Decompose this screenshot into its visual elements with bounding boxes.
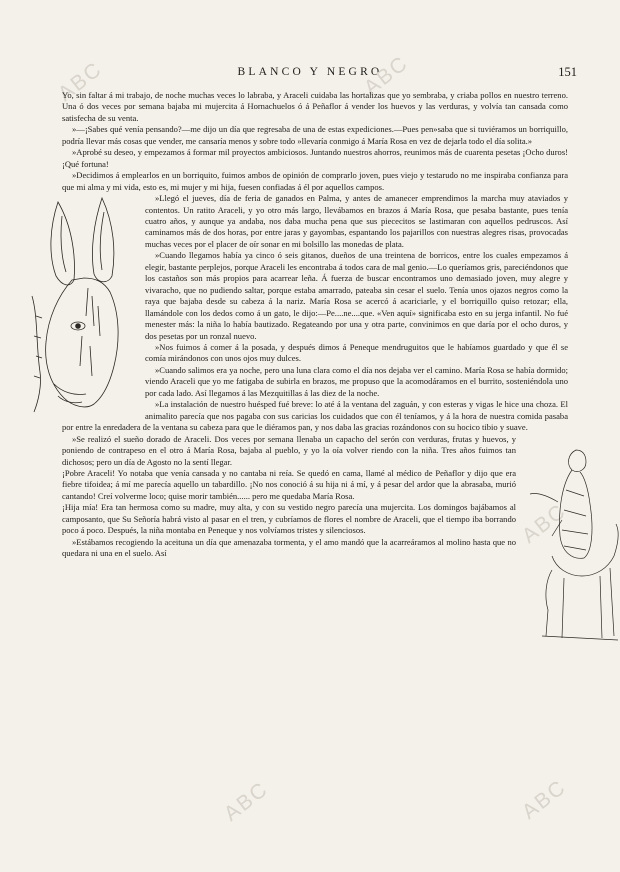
rider-illustration [522, 440, 620, 650]
paragraph: »Estábamos recogiendo la aceituna un día que amenazaba tormenta, y el amo mandó que la acarreáramos al molino hasta que no quedara ni una en el suelo. Así [62, 536, 516, 559]
paragraph: ¡Hija mía! Era tan hermosa como su madre, muy alta, y con su vestido negro parecía una mujercita. Los domingos bajábamos al camposanto, que Su Señoría habrá visto al pasar en el tren, y cubríamos de flores el nombre de Araceli, que el tiempo iba borrando poco á poco. Después, la niña montaba en Peneque y nos volvíamos tristes y silenciosos. [62, 502, 516, 536]
paragraph: »Cuando llegamos había ya cinco ó seis gitanos, dueños de una treintena de borricos, entre los cuales empezamos á elegir, bastante perplejos, porque Araceli les encontraba á todos cara de mal genio.—Lo queríamos gris, pareciéndonos que los castaños son más propios para acarrear leña. Á fuerza de buscar encontramos uno demasiado joven, muy alegre y vivaracho, que no pudiendo saltar, porque estaba amarrado, pateaba sin cesar el suelo. Tenía unos ojazos negros como la raya que bajaba desde su cabeza á la nariz. María Rosa se acercó á acariciarle, y el borriquillo quiso retozar; ella, llamándole con los dedos como á un gato, le dijo:—Pe....ne....que. «Ven aquí» significaba esto en su jerga infantil. No fué menester más: la niña lo había bautizado. Regateando por una y otra parte, convinimos en que daría por el ocho duros, y dos pesetas por un ronzal nuevo. [145, 250, 568, 341]
paragraph: »—¡Sabes qué venía pensando?—me dijo un día que regresaba de una de estas expediciones.—Pues pen»saba que si tuviéramos un borriquillo, podría llevar más cosas que vender, me cansaría menos y sobre todo »llevaría conmigo á María Rosa en vez de dejarla todo el día solita.» [62, 124, 568, 146]
paragraph: »Nos fuimos á comer á la posada, y después dimos á Peneque mendruguitos que le habíamos guardado y que él se comía mirándonos con unos ojos muy dulces. [145, 341, 568, 364]
abc-watermark: ABC [517, 775, 571, 824]
paragraph: »Llegó el jueves, día de feria de ganados en Palma, y antes de amanecer emprendimos la marcha muy ataviados y contentos. Un ratito Araceli, y yo otro más largo, llevábamos en brazos á María Rosa, que pesaba bastante, pues tenía cuatro años, y aunque ya andaba, nos daba mucha pena que sus piececitos se lastimaran con aquellos pedruscos. Así caminamos más de dos horas, por entre jaras y gayombas, espantando los pajarillos con nuestras alegres risas, provocadas muchas veces por el placer de oír sonar en mi bolsillo las monedas de plata. [145, 193, 568, 249]
paragraph: Yo, sin faltar á mi trabajo, de noche muchas veces lo labraba, y Araceli cuidaba las hortalizas que yo sembraba, y criaba pollos en nuestro terreno. Una ó dos veces por semana bajaba mi mujercita á Hornachuelos ó á Peñaflor á vender los huevos y las verduras, y volvía tan cansada como satisfecha de su venta. [62, 90, 568, 123]
paragraph: »Cuando salimos era ya noche, pero una luna clara como el día nos dejaba ver el camino. María Rosa se había dormido; viendo Araceli que yo me fatigaba de subirla en brazos, me propuso que la acomodáramos en el burrito, sosteniéndola uno por cada lado. Así llegamos á las Mezquitillas á las diez de la noche. [145, 364, 568, 398]
abc-watermark: ABC [219, 777, 273, 826]
paragraph: »Se realizó el sueño dorado de Araceli. Dos veces por semana llenaba un capacho del serón con verduras, frutas y huevos, y poniendo de contrapeso en el otro á María Rosa, bajaba al pueblo, y yo la oía volver riendo con la niña. Tres años fuimos tan dichosos; pero un día de Agosto no la sentí llegar. [62, 433, 516, 467]
paragraph: »Decidimos á emplearlos en un borriquito, fuimos ambos de opinión de comprarlo joven, pues viejo y testarudo no me inspiraba confianza para que mi alma y mi vida, esto es, mi mujer y mi hija, fuesen confiadas á él por aquellos campos. [62, 170, 568, 192]
abc-watermark: ABC [53, 57, 107, 106]
paragraph: »La instalación de nuestro huésped fué breve: lo até á la ventana del zaguán, y con esteras y vigas le hice una choza. El animalito parecía que nos pagaba con sus caricias los cuidados que con él teníamos, y á la hora de nuestra comida pasaba por entre la enredadera de la ventana su cabeza para que le diéramos pan, y nos daba las gracias rozándonos con su hocico tibio y suave. [62, 399, 568, 433]
paragraph: »Aprobé su deseo, y empezamos á formar mil proyectos ambiciosos. Juntando nuestros ahorros, reunimos más de cuarenta pesetas ¡Ocho duros! ¡Qué fortuna! [62, 147, 568, 169]
paragraph: ¡Pobre Araceli! Yo notaba que venía cansada y no cantaba ni reía. Se quedó en cama, llamé al médico de Peñaflor y dijo que era fiebre tifoidea; á mí me parecía aquello un tabardillo. ¡No nos conoció á su hija ni á mí, y á pesar del ardor que la abrasaba, murió cantando! Creí volverme loco; quise morir también...... pero me quedaba María Rosa. [62, 467, 516, 501]
page-number: 151 [558, 65, 577, 79]
abc-watermark: ABC [517, 499, 571, 548]
publication-title: BLANCO Y NEGRO [237, 66, 383, 78]
abc-watermark: ABC [359, 51, 413, 100]
article-body [62, 90, 568, 650]
donkey-illustration [28, 196, 138, 418]
